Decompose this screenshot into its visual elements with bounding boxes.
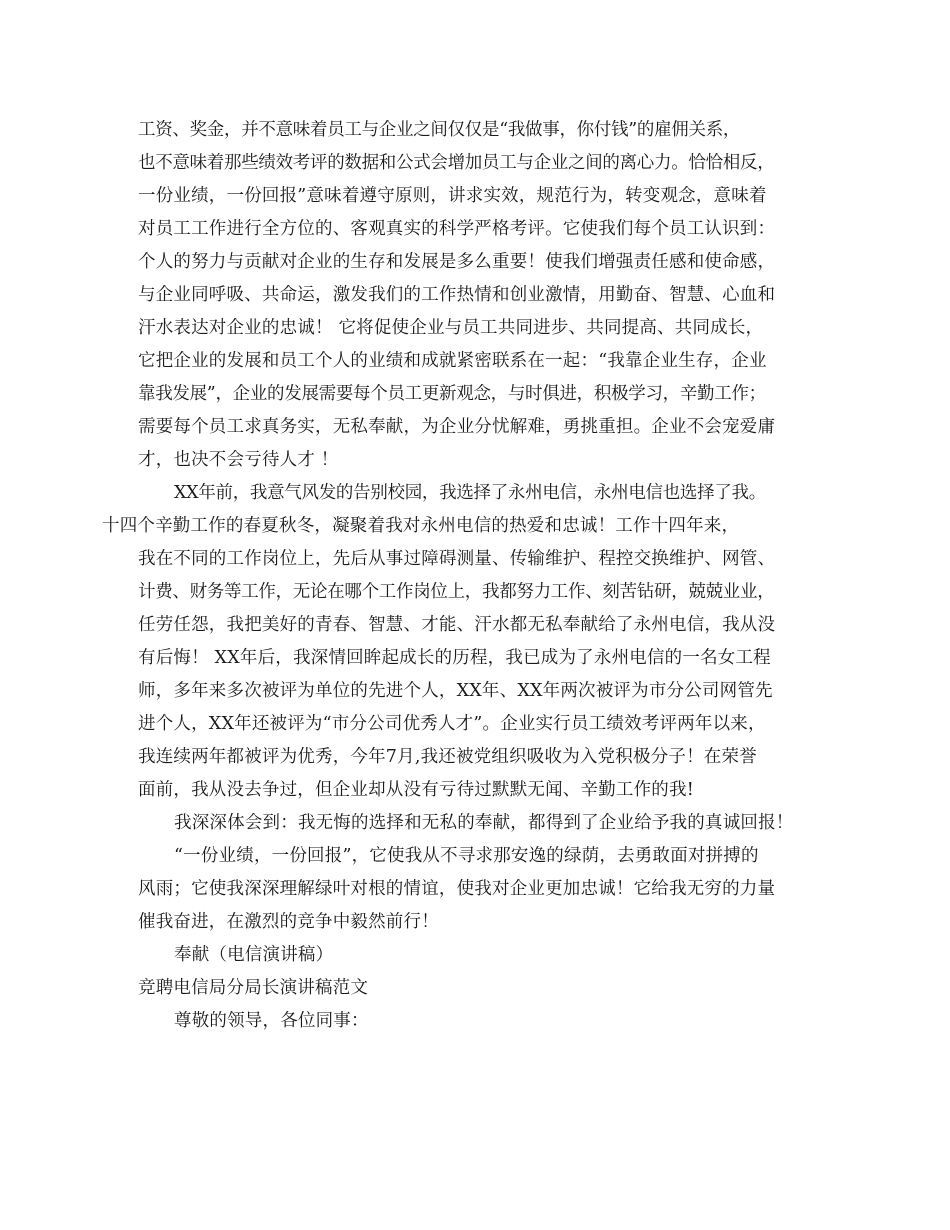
text-line: 它把企业的发展和员工个人的业绩和成就紧密联系在一起：“我靠企业生存，企业: [138, 351, 767, 371]
paragraph-start-line: XX年前，我意气风发的告别校园，我选择了永州电信，永州电信也选择了我。: [174, 483, 766, 503]
text-line: 才，也决不会亏待人才 ！: [138, 450, 339, 470]
text-line: 也不意味着那些绩效考评的数据和公式会增加员工与企业之间的离心力。恰恰相反，: [138, 153, 775, 173]
document-heading: 竞聘电信局分局长演讲稿范文: [138, 978, 369, 998]
text-line: 我连续两年都被评为优秀，今年7月,我还被党组织吸收为入党积极分子！在荣誉: [138, 747, 757, 767]
text-line: 任劳任怨，我把美好的青春、智慧、才能、汗水都无私奉献给了永州电信，我从没: [138, 615, 776, 635]
text-line: 催我奋进，在激烈的竞争中毅然前行！: [138, 912, 439, 932]
text-line: 对员工工作进行全方位的、客观真实的科学严格考评。它使我们每个员工认识到：: [138, 219, 776, 239]
text-line: 工资、奖金，并不意味着员工与企业之间仅仅是“我做事，你付钱”的雇佣关系，: [138, 120, 741, 140]
text-line: 有后悔！ XX年后，我深情回眸起成长的历程，我已成为了永州电信的一名女工程: [138, 648, 771, 668]
text-line: 进个人，XX年还被评为“市分公司优秀人才”。企业实行员工绩效考评两年以来，: [138, 714, 766, 734]
text-line: 个人的努力与贡献对企业的生存和发展是多么重要！使我们增强责任感和使命感，: [138, 252, 776, 272]
text-line: 与企业同呼吸、共命运，激发我们的工作热情和创业激情，用勤奋、智慧、心血和: [138, 285, 776, 305]
paragraph-start-line: “一份业绩，一份回报”，它使我从不寻求那安逸的绿荫，去勇敢面对拼搏的: [174, 846, 759, 866]
document-body: [102, 114, 828, 1038]
text-line: 面前，我从没去争过，但企业却从没有亏待过默默无闻、辛勤工作的我!: [138, 780, 694, 800]
salutation: 尊敬的领导，各位同事：: [174, 1011, 369, 1031]
text-line: 计费、财务等工作，无论在哪个工作岗位上，我都努力工作、刻苦钻研，兢兢业业，: [138, 582, 775, 602]
text-line: 靠我发展”，企业的发展需要每个员工更新观念，与时俱进，积极学习，辛勤工作；: [138, 384, 766, 404]
text-line: 需要每个员工求真务实，无私奉献，为企业分忧解难，勇挑重担。企业不会宠爱庸: [138, 417, 776, 437]
paragraph-start-line: 我深深体会到：我无悔的选择和无私的奉献，都得到了企业给予我的真诚回报！: [174, 813, 794, 833]
text-line: 一份业绩，一份回报”意味着遵守原则，讲求实效，规范行为，转变观念，意味着: [138, 186, 767, 206]
text-line: 汗水表达对企业的忠诚！ 它将促使企业与员工共同进步、共同提高、共同成长，: [138, 318, 764, 338]
text-line: 师，多年来多次被评为单位的先进个人，XX年、XX年两次被评为市分公司网管先: [138, 681, 773, 701]
text-line: 我在不同的工作岗位上，先后从事过障碍测量、传输维护、程控交换维护、网管、: [138, 549, 776, 569]
text-line: 十四个辛勤工作的春夏秋冬，凝聚着我对永州电信的热爱和忠诚！工作十四年来，: [102, 516, 740, 536]
section-title: 奉献（电信演讲稿）: [174, 945, 334, 965]
text-line: 风雨；它使我深深理解绿叶对根的情谊，使我对企业更加忠诚！它给我无穷的力量: [138, 879, 776, 899]
